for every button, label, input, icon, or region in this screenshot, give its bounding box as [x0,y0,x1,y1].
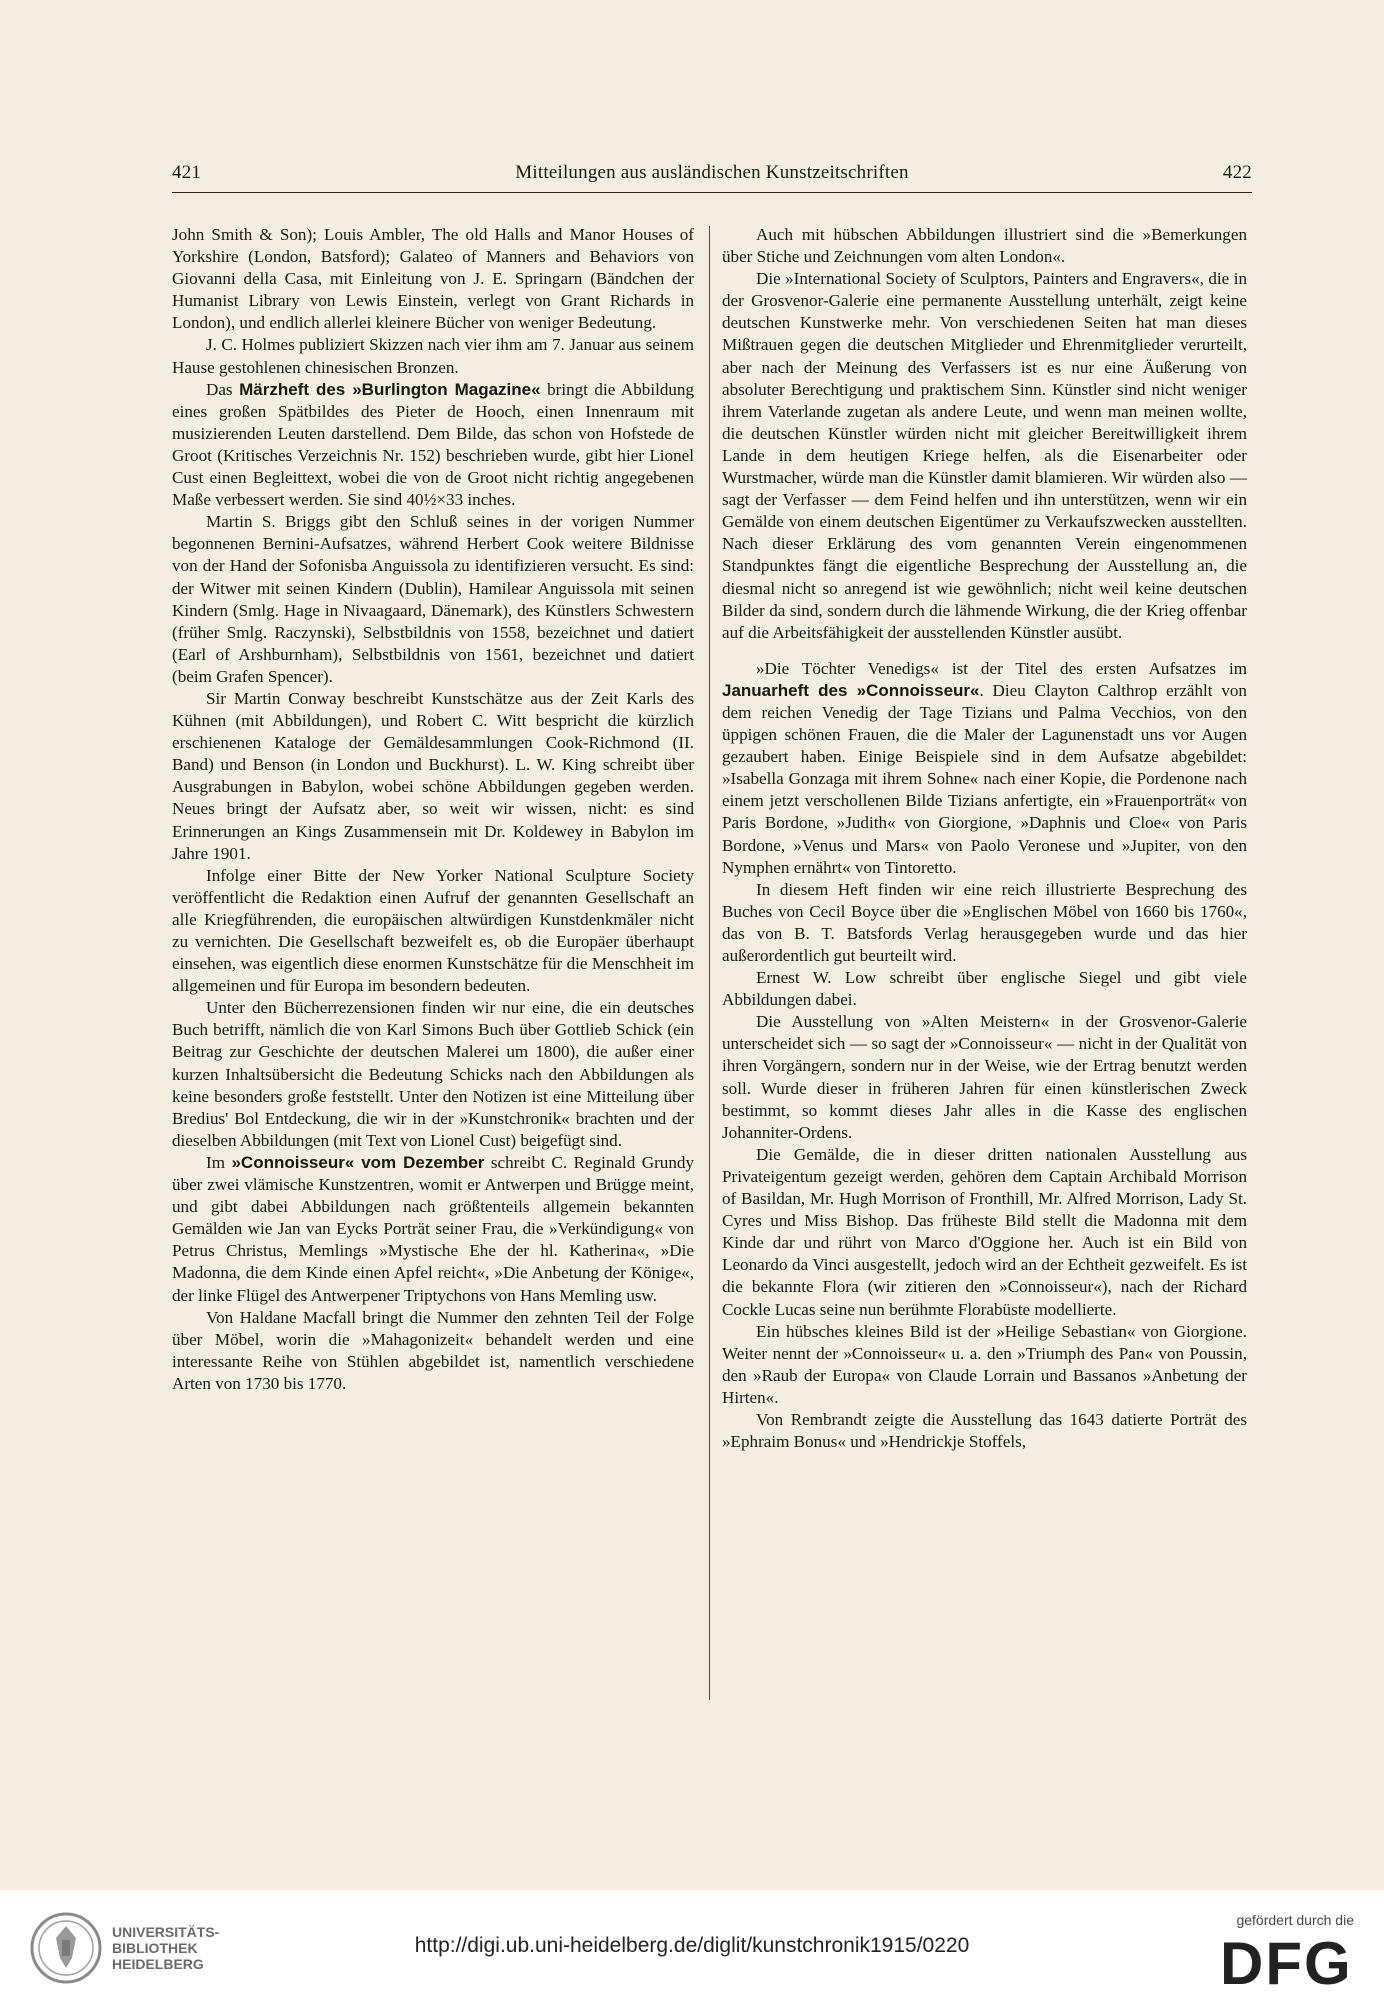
paragraph [722,658,1247,879]
paragraph [172,688,694,865]
paragraph [172,997,694,1152]
paragraph-text: »Die Töchter Venedigs« ist der Titel des ersten Aufsatzes im [756,658,1247,678]
permalink-url[interactable]: http://digi.ub.uni-heidelberg.de/diglit/kunstchronik1915/0220 [414,1934,970,1957]
paragraph [172,1307,694,1395]
paragraph [722,224,1247,268]
library-line: BIBLIOTHEK [112,1940,198,1956]
paragraph [172,1152,694,1307]
paragraph [722,268,1247,644]
paragraph-text: Die Gemälde, die in dieser dritten nationalen Ausstellung aus Privateigentum gezeigt werden, gehören dem Captain Archibald Morrison of Basildan, Mr. Hugh Morrison of Fronthill, Mr. Alfred Morrison, Lady St. Cyres und Miss Bishop. Das früheste Bild stellt die Madonna mit dem Kinde dar und rührt von Marco d'Oggione her. Auch ist ein Bild von Leonardo da Vinci ausgestellt, jedoch wird an der Echtheit gezweifelt. Es ist die bekannte Flora (wir zitieren den »Connoisseur«), nach der Richard Cockle Lucas seine nun berühmte Florabüste modellierte. [722,1144,1247,1319]
emphasized-title: Märzheft des »Burlington Magazine« [239,379,541,399]
paragraph [172,511,694,688]
funded-by-label: gefördert durch die [1236,1912,1354,1928]
paragraph-text: In diesem Heft finden wir eine reich illustrierte Besprechung des Buches von Cecil Boyce über die »Englischen Möbel von 1660 bis 1760«, das von B. T. Batsfords Verlag herausgegeben wurde und das hier außerordentlich gut beurteilt wird. [722,879,1247,965]
left-column [172,224,694,1395]
paragraph-text: Die Ausstellung von »Alten Meistern« in der Grosvenor-Galerie unterscheidet sich — so sagt der »Connoisseur« — nicht in der Qualität von ihren Vorgängern, sondern nur in der Weise, wie der Ertrag benutzt werden soll. Wurde dieser in früheren Jahren für einen künstlerischen Zweck bestimmt, so kommt dieses Jahr alles in die Kasse des englischen Johanniter-Ordens. [722,1012,1247,1142]
paragraph-text: Infolge einer Bitte der New Yorker National Sculpture Society veröffentlicht die Redaktion einen Aufruf der genannten Gesellschaft an alle Kriegführenden, die europäischen altwürdigen Kunstdenkmäler nicht zu vernichten. Die Gesellschaft bezweifelt es, ob die Europäer überhaupt einsehen, was eigentlich diese enormen Kunstschätze für die Menschheit im allgemeinen und für Europa im besondern bedeuten. [172,865,694,996]
column-divider [709,226,710,1700]
running-title: Mitteilungen aus ausländischen Kunstzeitschriften [515,162,909,183]
paragraph-text: Das [206,379,240,399]
paragraph [172,334,694,378]
footer-bar [0,1890,1384,2013]
running-head [172,158,1252,188]
paragraph [722,1011,1247,1144]
paragraph [172,224,694,334]
dfg-logo-text: DFG [1220,1930,1353,1997]
page-number-left: 421 [172,162,202,183]
paragraph-text: Von Rembrandt zeigte die Ausstellung das 1643 datierte Porträt des »Ephraim Bonus« und »Hendrickje Stoffels, [722,1409,1247,1452]
paragraph-text: Unter den Bücherrezensionen finden wir nur eine, die ein deutsches Buch betrifft, nämlich die von Karl Simons Buch über Gottlieb Schick (ein Beitrag zur Geschichte der deutschen Malerei um 1800), die außer einer kurzen Inhaltsübersicht die Bedeutung Schicks nach den Abbildungen als keine besonders große feststellt. Unter den Notizen ist eine Mitteilung über Bredius' Bol Entdeckung, die wir in der »Kunstchronik« brachten und der dieselben Abbildungen (mit Text von Lionel Cust) beigefügt sind. [172,998,694,1150]
paragraph [722,967,1247,1011]
paragraph-text: Ernest W. Low schreibt über englische Siegel und gibt viele Abbildungen dabei. [722,968,1247,1010]
paragraph-text: Sir Martin Conway beschreibt Kunstschätze aus der Zeit Karls des Kühnen (mit Abbildungen), und Robert C. Witt bespricht die kürzlich erschienenen Kataloge der Gemäldesammlungen Cook-Richmond (II. Band) und Benson (in London und Buckhurst). L. W. King schreibt über Ausgrabungen in Babylon, wobei schöne Abbildungen gegeben werden. Neues bringt der Aufsatz aber, so weit wir wissen, nicht: es sind Erinnerungen an Kings Zusammensein mit Dr. Koldewey in Babylon im Jahre 1901. [172,688,694,863]
header-rule [172,192,1252,193]
paragraph-text: . Dieu Clayton Calthrop erzählt von dem reichen Venedig der Tage Tizians und Palma Vecchios, von den üppigen schönen Frauen, die die Maler der Lagunenstadt uns vor Augen gezaubert haben. Einige Beispiele sind in dem Aufsatze abgebildet: »Isabella Gonzaga mit ihrem Sohne« nach einer Kopie, die Pordenone nach einem jetzt verschollenen Bilde Tizians anfertigte, ein »Frauenporträt« von Paris Bordone, »Judith« von Giorgione, »Daphnis und Cloe« von Paris Bordone, »Venus und Mars« von Paolo Veronese und »Jupiter, von den Nymphen ernährt« von Tintoretto. [722,680,1247,877]
emphasized-title: »Connoisseur« vom Dezember [231,1152,485,1172]
paragraph-text: Ein hübsches kleines Bild ist der »Heilige Sebastian« von Giorgione. Weiter nennt der »Connoisseur« u. a. den »Triumph des Pan« von Poussin, den »Raub der Europa« von Claude Lorrain und Bassanos »Anbetung der Hirten«. [722,1321,1247,1407]
paragraph-text: schreibt C. Reginald Grundy über zwei vlämische Kunstzentren, womit er Antwerpen und Brügge meint, und gibt dabei Abbildungen nach größtenteils allgemein bekannten Gemälden wie Jan van Eycks Porträt seiner Frau, die »Verkündigung« von Petrus Christus, Memlings »Mystische Ehe der hl. Katherina«, »Die Madonna, die dem Kinde einen Apfel reicht«, »Die Anbetung der Könige«, der linke Flügel des Antwerpener Triptychons von Hans Memling usw. [172,1152,694,1305]
dfg-logo-icon[interactable] [1220,1930,1354,1997]
paragraph-text: Martin S. Briggs gibt den Schluß seines in der vorigen Nummer begonnenen Bernini-Aufsatzes, während Herbert Cook weitere Bildnisse von der Hand der Sofonisba Anguissola zu identifizieren versucht. Es sind: der Witwer mit seinen Kindern (Dublin), Hamilear Anguissola mit seinen Kindern (Smlg. Hage in Nivaagaard, Dänemark), des Künstlers Schwestern (früher Smlg. Raczynski), Selbstbildnis von 1558, bezeichnet und datiert (Earl of Arshburnham), Selbstbildnis von 1561, bezeichnet und datiert (beim Grafen Spencer). [172,512,694,686]
paragraph-text: John Smith & Son); Louis Ambler, The old Halls and Manor Houses of Yorkshire (London, Batsford); Galateo of Manners and Behaviors von Giovanni della Casa, mit Einleitung von J. E. Springarn (Bändchen der Humanist Library von Lewis Einstein, verlegt von Grant Richards in London), und endlich allerlei kleinere Bücher von weniger Bedeutung. [172,225,694,333]
paragraph [722,1144,1247,1321]
paragraph-text: Im [206,1152,232,1172]
paragraph [722,879,1247,967]
paragraph-text: bringt die Abbildung eines großen Spätbildes des Pieter de Hooch, einen Innenraum mit musizierenden Leuten darstellend. Dem Bilde, das schon von Hofstede de Groot (Kritisches Verzeichnis Nr. 152) beschrieben wurde, gibt hier Lionel Cust einen Begleittext, wobei die von de Groot nicht richtig angegebenen Maße verbessert werden. Sie sind 40½×33 inches. [172,379,695,510]
paragraph [722,1409,1247,1453]
library-line: UNIVERSITÄTS- [112,1924,220,1940]
paragraph [722,1321,1247,1409]
library-line: HEIDELBERG [112,1956,204,1972]
paragraph-text: J. C. Holmes publiziert Skizzen nach vier ihm am 7. Januar aus seinem Hause gestohlenen chinesischen Bronzen. [172,335,694,377]
paragraph [172,379,694,512]
page-number-right: 422 [1222,162,1252,183]
paragraph-text: Auch mit hübschen Abbildungen illustriert sind die »Bemerkungen über Stiche und Zeichnungen vom alten London«. [722,225,1247,267]
paragraph [172,865,694,998]
paragraph-text: Von Haldane Macfall bringt die Nummer den zehnten Teil der Folge über Möbel, worin die »Mahagonizeit« behandelt werden und eine interessante Reihe von Stühlen abgebildet ist, namentlich verschiedene Arten von 1730 bis 1770. [172,1307,694,1393]
paragraph-text: Die »International Society of Sculptors, Painters and Engravers«, die in der Grosvenor-Galerie eine permanente Ausstellung unterhält, zeigt keine deutschen Kunstwerke mehr. Von verschiedenen Seiten hat man dieses Mißtrauen gegen die deutschen Mitglieder und Ehrenmitglieder verurteilt, aber nach der Meinung des Verfassers ist es nur eine Äußerung von absoluter Berechtigung und praktischem Sinn. Künstler sind nicht weniger ihrem Vaterlande zugetan als andere Leute, und wenn man meinen wollte, die deutschen Künstler würden nicht mit gleicher Bereitwilligkeit ihrem Lande in dem heutigen Kriege helfen, als die Eisenarbeiter oder Wurstmacher, würde man die Künstler damit blamieren. Wir würden also — sagt der Verfasser — dem Feind helfen und ihn unterstützen, wenn wir ein Gemälde von einem deutschen Eigentümer zu Verkaufszwecken ausstellten. Nach dieser Erklärung des vom genannten Verein eingenommenen Standpunktes fängt die eigentliche Besprechung der Ausstellung an, die diesmal nicht so anregend ist wie gewöhnlich; nicht weil keine deutschen Bilder da sind, sondern durch die lähmende Wirkung, die der Krieg offenbar auf die Arbeitsfähigkeit der ausstellenden Künstler ausübt. [722,269,1247,642]
emphasized-title: Januarheft des »Connoisseur« [722,680,980,700]
right-column [722,224,1247,1453]
